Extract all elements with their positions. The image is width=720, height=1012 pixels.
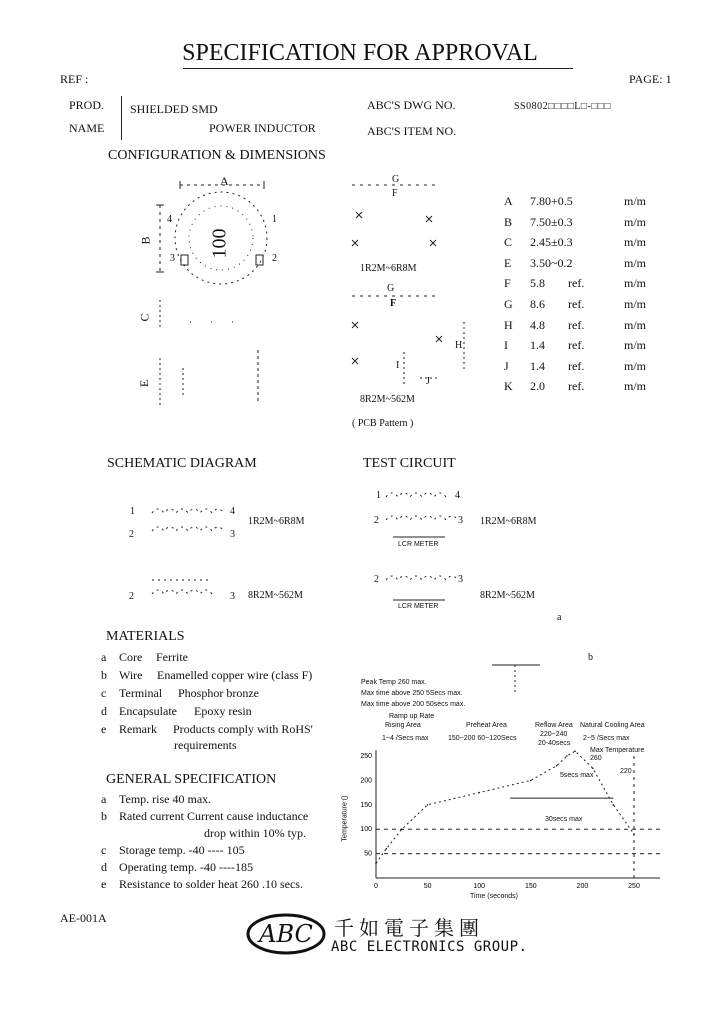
pin-1: 1	[272, 214, 277, 225]
pcb-large-label-g: G	[387, 283, 395, 294]
pcb-caption: ( PCB Pattern )	[352, 418, 414, 429]
reflow-reflow-zone: Reflow Area	[535, 722, 573, 729]
dimension-unit: m/m	[624, 358, 647, 373]
chart-xlabel: Time (seconds)	[470, 893, 518, 900]
schematic-node-2b: 2	[129, 591, 134, 602]
material-value: Products comply with RoHS'	[173, 722, 313, 736]
reflow-peak-label: Max Temperature	[590, 747, 645, 754]
schematic-node-1: 1	[130, 506, 135, 517]
chart-y-tick: 100	[360, 826, 372, 834]
schematic-model-large: 8R2M~562M	[248, 590, 303, 601]
chart-x-tick: 250	[628, 883, 640, 890]
dimension-note: ref.	[568, 358, 585, 373]
dimension-unit: m/m	[624, 235, 647, 250]
dwg-label: ABC'S DWG NO.	[367, 98, 456, 112]
test-node-2: 2	[374, 515, 379, 526]
reflow-5secs: 5secs max	[560, 772, 594, 779]
model-large: 8R2M~562M	[360, 394, 415, 405]
pcb-label-h: H	[455, 340, 463, 351]
reflow-reflow-time: 20-40secs	[538, 740, 571, 747]
material-value: Phosphor bronze	[178, 686, 259, 700]
material-label: Wire	[119, 668, 143, 682]
dimension-unit: m/m	[624, 338, 647, 353]
reflow-cooling-value: 2~5 /Secs max	[583, 735, 630, 742]
chart-ylabel: Temperature ()	[341, 795, 349, 842]
dimension-value: 8.6	[530, 297, 545, 311]
dimension-value: 7.50±0.3	[530, 214, 573, 229]
chart-y-tick: 150	[360, 801, 372, 809]
general-key: b	[101, 809, 107, 823]
schematic-heading: SCHEMATIC DIAGRAM	[107, 456, 257, 471]
general-text: Temp. rise 40 max.	[119, 792, 212, 806]
dimension-key: A	[504, 194, 513, 208]
chart-point	[427, 804, 429, 806]
dimension-value: 7.80+0.5	[530, 194, 573, 208]
material-key: d	[101, 704, 107, 718]
dimension-key: I	[504, 338, 508, 353]
test-node-2b: 2	[374, 574, 379, 585]
reflow-ramp-value: 1~4 /Secs max	[382, 735, 429, 742]
dimension-note: ref.	[568, 338, 585, 353]
abc-logo	[246, 912, 326, 956]
company-chinese: 千如電子集團	[334, 916, 484, 940]
dimension-key: J	[504, 358, 509, 373]
dimension-note: ref.	[568, 317, 585, 332]
company-english: ABC ELECTRONICS GROUP.	[331, 939, 528, 955]
general-text: Operating temp. -40 ----185	[119, 860, 253, 874]
chart-x-tick: 150	[524, 883, 537, 890]
dimension-key: F	[504, 276, 511, 291]
schematic-node-3b: 3	[230, 591, 235, 602]
reflow-ramp-label: Ramp up Rate	[389, 713, 435, 720]
dimension-key: H	[504, 317, 513, 332]
name-label: NAME	[69, 121, 105, 135]
material-key: e	[101, 722, 107, 736]
product-line1: SHIELDED SMD	[130, 102, 218, 116]
dimension-key: C	[504, 235, 513, 250]
chart-point	[592, 767, 594, 769]
reflow-t220: 220	[620, 768, 632, 775]
dimension-value: 2.45±0.3	[530, 235, 573, 250]
dimension-key: E	[504, 255, 512, 270]
lcr-meter-1: LCR METER	[398, 541, 439, 548]
reflow-above200: Max time above 200 50secs max.	[361, 701, 466, 708]
reflow-preheat-zone: Preheat Area	[466, 722, 507, 729]
chart-point	[401, 828, 403, 830]
chart-point	[556, 765, 558, 767]
reflow-reflow-value: 220~240	[540, 731, 568, 738]
page-title: SPECIFICATION FOR APPROVAL	[182, 40, 538, 66]
chart-y-tick: 250	[360, 753, 372, 760]
chart-point	[633, 833, 635, 835]
general-text: Storage temp. -40 ---- 105	[119, 843, 245, 857]
dimension-key: B	[504, 214, 513, 229]
chart-point	[478, 792, 480, 794]
chart-point	[375, 863, 377, 865]
pcb-label-g: G	[392, 174, 400, 185]
label-e: E	[137, 379, 152, 388]
schematic-node-2: 2	[129, 529, 134, 540]
material-key: c	[101, 686, 107, 700]
chart-y-tick: 50	[364, 850, 372, 858]
reflow-label-b: b	[588, 652, 593, 663]
reflow-cooling-zone: Natural Cooling Area	[580, 722, 645, 729]
dimension-value: 4.8	[530, 317, 545, 332]
label-c: C	[137, 313, 152, 322]
dimension-value: 3.50~0.2	[530, 255, 573, 270]
reflow-peak-temp: Peak Temp 260 max.	[361, 679, 427, 686]
dimension-value: 5.8	[530, 276, 545, 291]
general-key: e	[101, 877, 107, 891]
dimension-key: G	[504, 297, 513, 311]
material-value: Epoxy resin	[194, 704, 252, 718]
reflow-label-a: a	[557, 612, 562, 623]
schematic-model-small: 1R2M~6R8M	[248, 516, 305, 527]
dimension-unit: m/m	[624, 297, 647, 311]
chart-point	[530, 780, 532, 782]
test-node-3b: 3	[458, 574, 463, 585]
chart-point	[574, 750, 576, 752]
logo-text: ABC	[259, 920, 313, 948]
general-text: Rated current Current cause inductance	[119, 809, 309, 823]
general-b-line2: drop within 10% typ.	[204, 826, 306, 840]
label-b: B	[138, 236, 153, 245]
chart-point	[613, 804, 615, 806]
chart-point	[386, 848, 388, 850]
reflow-rising-zone: Rising Area	[385, 722, 421, 729]
pin-3: 3	[170, 253, 175, 264]
reflow-above250: Max time above 250 5Secs max.	[361, 690, 463, 697]
lcr-meter-2: LCR METER	[398, 603, 439, 610]
material-value: Enamelled copper wire (class F)	[157, 668, 313, 682]
test-model-small: 1R2M~6R8M	[480, 516, 537, 527]
dimension-value: 2.0	[530, 379, 545, 394]
pcb-label-i: I	[396, 360, 400, 371]
schematic-node-3: 3	[230, 529, 235, 540]
materials-heading: MATERIALS	[106, 629, 185, 644]
dimension-unit: m/m	[624, 317, 647, 332]
pcb-label-j: J	[426, 376, 430, 387]
reflow-30secs: 30secs max	[545, 816, 583, 823]
dimension-value: 1.4	[530, 358, 545, 373]
material-label: Core	[119, 650, 143, 664]
material-label: Terminal	[119, 686, 163, 700]
general-heading: GENERAL SPECIFICATION	[106, 772, 277, 787]
dimension-unit: m/m	[624, 379, 647, 394]
reflow-preheat-value: 150~200 60~120Secs	[448, 735, 517, 742]
dimension-note: ref.	[568, 379, 585, 394]
material-label: Encapsulate	[119, 704, 177, 718]
dimension-unit: m/m	[624, 255, 647, 270]
general-key: d	[101, 860, 107, 874]
material-key: a	[101, 650, 107, 664]
test-node-1: 1	[376, 490, 381, 501]
dimension-note: ref.	[568, 276, 585, 291]
label-a: A	[220, 174, 229, 188]
pcb-large-label-f: F	[390, 298, 397, 309]
pin-2: 2	[272, 253, 277, 264]
chart-y-tick: 200	[360, 777, 372, 785]
model-small: 1R2M~6R8M	[360, 263, 417, 274]
page-label: PAGE: 1	[629, 72, 672, 86]
pcb-label-f: F	[392, 188, 398, 199]
dimension-value: 1.4	[530, 338, 545, 353]
general-key: a	[101, 792, 107, 806]
dimension-unit: m/m	[624, 276, 647, 291]
pin-4: 4	[167, 214, 172, 225]
test-model-large: 8R2M~562M	[480, 590, 535, 601]
dimension-unit: m/m	[624, 194, 647, 208]
chart-x-tick: 200	[576, 883, 589, 890]
prod-label: PROD.	[69, 98, 105, 112]
dwg-value: SS0802□□□□L□-□□□	[514, 101, 611, 112]
test-heading: TEST CIRCUIT	[363, 456, 456, 471]
marking-100: 100	[208, 228, 231, 259]
test-node-4: 4	[455, 490, 460, 501]
chart-x-tick: 100	[473, 883, 486, 890]
schematic-node-4: 4	[230, 506, 235, 517]
config-heading: CONFIGURATION & DIMENSIONS	[108, 148, 326, 163]
general-text: Resistance to solder heat 260 .10 secs.	[119, 877, 303, 891]
test-node-3: 3	[458, 515, 463, 526]
chart-point	[566, 755, 568, 757]
general-key: c	[101, 843, 107, 857]
chart-series-line	[376, 751, 634, 863]
chart-x-tick: 0	[374, 883, 378, 890]
product-line2: POWER INDUCTOR	[209, 121, 316, 135]
form-code: AE-001A	[60, 911, 107, 925]
material-label: Remark	[119, 722, 157, 736]
material-key: b	[101, 668, 107, 682]
item-label: ABC'S ITEM NO.	[367, 124, 457, 138]
dimension-note: ref.	[568, 297, 585, 311]
ref-label: REF :	[60, 72, 89, 86]
reflow-peak-value: 260	[590, 755, 602, 762]
chart-x-tick: 50	[423, 883, 432, 890]
dimension-key: K	[504, 379, 513, 394]
materials-remark-line2: requirements	[174, 738, 237, 752]
dimension-unit: m/m	[624, 214, 647, 229]
material-value: Ferrite	[156, 650, 188, 664]
